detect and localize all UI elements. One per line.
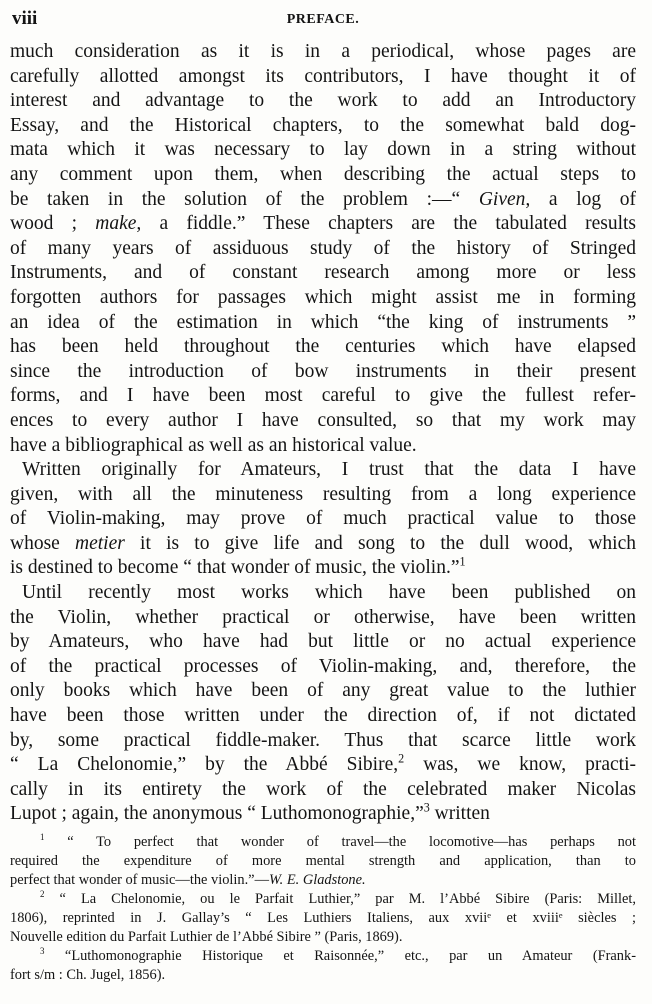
text-line: carefully allotted amongst its contributors, I have thought it of: [10, 65, 636, 87]
paragraph: [10, 581, 636, 827]
text-line: $^2$ “ La Chelonomie, ou le Parfait Luthier,” par M. l’Abbé Sibire (Paris: Millet,: [40, 889, 636, 907]
paragraph: [10, 458, 636, 581]
text-line: interest and advantage to the work to add an Introductory: [10, 90, 636, 112]
footnote-reference: 2: [398, 751, 405, 766]
text-line: be taken in the solution of the problem :—“ Given, a log of: [10, 188, 636, 210]
text-line: required the expenditure of more mental strength and application, than to: [10, 853, 636, 869]
footnote-reference: 1: [459, 554, 466, 569]
text-line: fort s/m : Ch. Jugel, 1856).: [10, 967, 166, 983]
italic-text: metier: [75, 532, 125, 554]
italic-text: W. E. Gladstone.: [268, 872, 366, 888]
preface-body: [10, 40, 636, 827]
text-line: wood ; make, a fiddle.” These chapters are the tabulated results: [10, 213, 637, 235]
paragraph: [10, 40, 636, 458]
text-line: by, some practical fiddle-maker. Thus that scarce little work: [10, 729, 636, 751]
text-line: the Violin, whether practical or otherwise, have been written: [10, 606, 636, 628]
text-line: since the introduction of bow instruments in their present: [10, 360, 636, 382]
text-line: perfect that wonder of music—the violin.”—W. E. Gladstone.: [10, 872, 366, 888]
text-line: of the practical processes of Violin-making, and, therefore, the: [10, 655, 636, 677]
page-header: [10, 6, 636, 40]
text-line: Instruments, and of constant research among more or less: [10, 262, 636, 284]
text-line: 1806), reprinted in J. Gallay’s “ Les Luthiers Italiens, aux xviiᵉ et xviiiᵉ siècles ;: [10, 910, 636, 926]
text-line: is destined to become “ that wonder of music, the violin.”$^1$: [10, 554, 466, 579]
text-line: Nouvelle edition du Parfait Luthier de l’Abbé Sibire ” (Paris, 1869).: [10, 929, 403, 945]
text-line: by Amateurs, who have had but little or no actual experience: [10, 631, 636, 653]
text-line: Essay, and the Historical chapters, to the somewhat bald dog-: [10, 114, 636, 136]
footnote: [10, 947, 636, 985]
text-line: ences to every author I have consulted, so that my work may: [10, 409, 636, 431]
text-line: much consideration as it is in a periodical, whose pages are: [10, 41, 636, 62]
text-line: forgotten authors for passages which might assist me in forming: [10, 286, 636, 308]
footnote-marker: 1: [40, 832, 45, 843]
text-line: Written originally for Amateurs, I trust that the data I have: [22, 459, 636, 481]
footnote: [10, 890, 636, 947]
text-line: Until recently most works which have been published on: [22, 582, 636, 604]
text-line: whose metier it is to give life and song to the dull wood, which: [10, 532, 637, 554]
text-line: have been those written under the direction of, if not dictated: [10, 705, 636, 727]
text-line: “ La Chelonomie,” by the Abbé Sibire,$^2$ was, we know, practi-: [10, 751, 637, 776]
text-line: $^3$ “Luthomonographie Historique et Raisonnée,” etc., par un Amateur (Frank-: [40, 946, 636, 964]
text-line: of Violin-making, may prove of much practical value to those: [10, 508, 636, 530]
text-line: of many years of assiduous study of the history of Stringed: [10, 237, 636, 259]
italic-text: Given,: [478, 188, 531, 210]
text-line: Lupot ; again, the anonymous “ Luthomonographie,”$^3$ written: [10, 800, 490, 825]
text-line: only books which have been of any great value to the luthier: [10, 680, 636, 702]
text-line: $^1$ “ To perfect that wonder of travel—the locomotive—has perhaps not: [40, 832, 636, 850]
text-line: an idea of the estimation in which “the king of instruments ”: [10, 311, 636, 333]
footnote-marker: 2: [40, 889, 45, 900]
text-line: cally in its entirety the work of the celebrated maker Nicolas: [10, 778, 636, 800]
footnote-marker: 3: [40, 946, 45, 957]
italic-text: make,: [95, 213, 142, 235]
page-number: viii: [12, 8, 38, 29]
text-line: any comment upon them, when describing the actual steps to: [10, 163, 636, 185]
text-line: have a bibliographical as well as an historical value.: [10, 434, 417, 456]
text-line: has been held throughout the centuries which have elapsed: [10, 336, 636, 358]
footnote: [10, 833, 636, 890]
text-line: mata which it was necessary to lay down in a string without: [10, 139, 636, 161]
footnote-reference: 3: [423, 800, 430, 815]
text-line: given, with all the minuteness resulting from a long experience: [10, 483, 636, 505]
footnotes: [10, 833, 636, 985]
running-head-title: PREFACE.: [286, 12, 360, 27]
text-line: forms, and I have been most careful to give the fullest refer-: [10, 385, 636, 407]
